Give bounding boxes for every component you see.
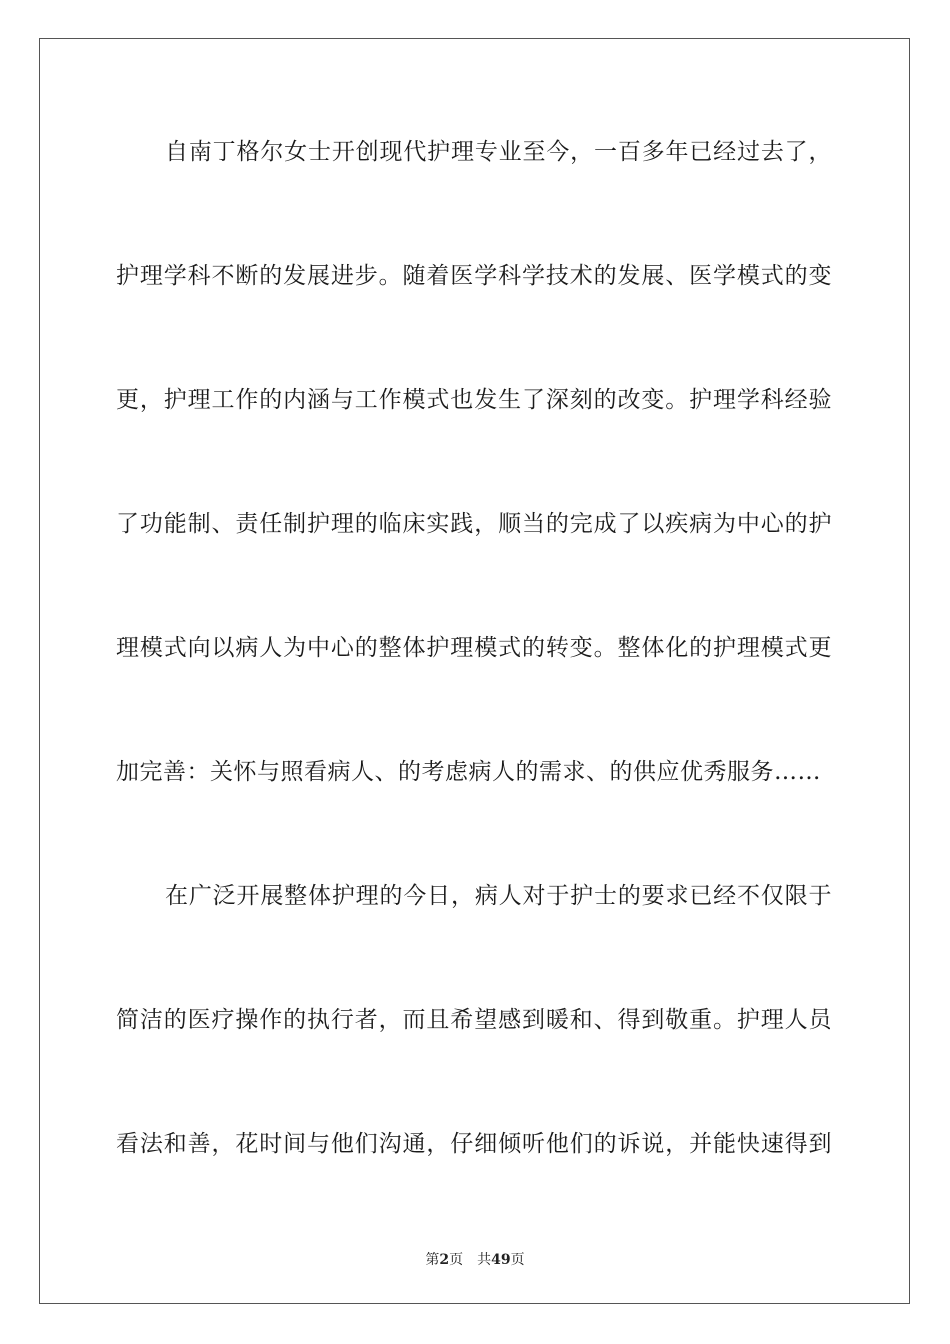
- page-footer: [0, 1249, 950, 1269]
- page-suffix: 页: [449, 1252, 464, 1268]
- paragraph-line: 更，护理工作的内涵与工作模式也发生了深刻的改变。护理学科经验: [116, 387, 832, 413]
- page-prefix: 第: [425, 1252, 440, 1268]
- paragraph-line: 理模式向以病人为中心的整体护理模式的转变。整体化的护理模式更: [116, 635, 832, 661]
- page-number: 2: [439, 1252, 450, 1268]
- total-pages: 49: [491, 1252, 511, 1268]
- paragraph-line: 护理学科不断的发展进步。随着医学科学技术的发展、医学模式的变: [116, 263, 832, 289]
- paragraph-line: 了功能制、责任制护理的临床实践，顺当的完成了以疾病为中心的护: [116, 511, 832, 537]
- paragraph-line: 自南丁格尔女士开创现代护理专业至今，一百多年已经过去了，: [165, 139, 832, 165]
- paragraph-line: 加完善：关怀与照看病人、的考虑病人的需求、的供应优秀服务……: [116, 759, 821, 785]
- page-border: [39, 38, 910, 1304]
- paragraph-line: 看法和善，花时间与他们沟通，仔细倾听他们的诉说，并能快速得到: [116, 1131, 832, 1157]
- paragraph-line: 在广泛开展整体护理的今日，病人对于护士的要求已经不仅限于: [165, 883, 832, 909]
- total-prefix: 共: [477, 1252, 492, 1268]
- paragraph-line: 简洁的医疗操作的执行者，而且希望感到暖和、得到敬重。护理人员: [116, 1007, 832, 1033]
- total-suffix: 页: [510, 1252, 525, 1268]
